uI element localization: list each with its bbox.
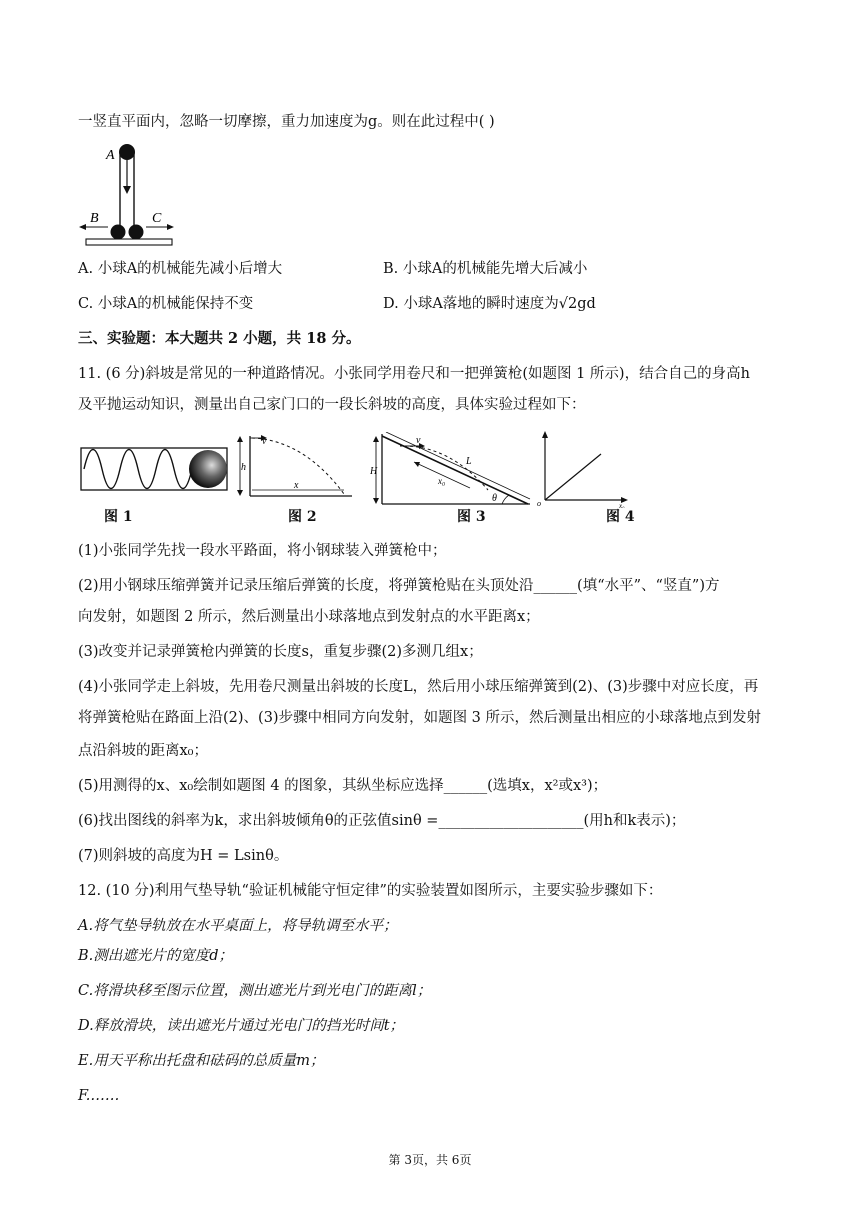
figure-1-spring-gun: [80, 438, 230, 496]
label-c: C: [152, 211, 162, 226]
step-a: A.将气垫导轨放在水平桌面上，将导轨调至水平；: [78, 918, 398, 934]
option-c: C. 小球A的机械能保持不变: [78, 296, 254, 312]
step-6: (6)找出图线的斜率为k，求出斜坡倾角θ的正弦值sinθ =____________________(用h和k表示)；: [78, 813, 686, 829]
fig3-theta-label: θ: [492, 493, 497, 504]
step-e: E.用天平称出托盘和砝码的总质量m；: [78, 1053, 325, 1069]
label-a: A: [106, 148, 115, 163]
step-2-line-1: (2)用小钢球压缩弹簧并记录压缩后弹簧的长度，将弹簧枪贴在头顶处沿______(填“水平”、“竖直”)方: [78, 578, 720, 594]
option-b: B. 小球A的机械能先增大后减小: [383, 261, 588, 277]
option-d: D. 小球A落地的瞬时速度为√2gd: [383, 296, 596, 312]
figure-4-graph: [535, 428, 635, 508]
question-10-text-end: 一竖直平面内，忽略一切摩擦，重力加速度为g。则在此过程中( ): [78, 114, 495, 130]
question-11-line-2: 及平抛运动知识，测量出自己家门口的一段长斜坡的高度，具体实验过程如下：: [78, 397, 586, 413]
fig2-x-label: x: [294, 480, 299, 491]
question-11-line-1: 11. (6 分)斜坡是常见的一种道路情况。小张同学用卷尺和一把弹簧枪(如题图 1 所示)，结合自己的身高h: [78, 366, 750, 382]
step-4-line-3: 点沿斜坡的距离x₀；: [78, 743, 208, 759]
step-5: (5)用测得的x、x₀绘制如题图 4 的图象，其纵坐标应选择______(选填x，x²或x³)；: [78, 778, 608, 794]
step-1: (1)小张同学先找一段水平路面，将小钢球装入弹簧枪中；: [78, 543, 447, 559]
figure-1-caption: 图 1: [104, 509, 133, 525]
step-b: B.测出遮光片的宽度d；: [78, 948, 234, 964]
fig4-origin-label: o: [537, 499, 541, 508]
fig3-h-label: H: [370, 466, 378, 477]
question-10-figure: [76, 140, 180, 248]
step-4-line-1: (4)小张同学走上斜坡，先用卷尺测量出斜坡的长度L，然后用小球压缩弹簧到(2)、(3)步骤中对应长度，再: [78, 679, 759, 695]
question-12-text: 12. (10 分)利用气垫导轨“验证机械能守恒定律”的实验装置如图所示，主要实验步骤如下：: [78, 883, 663, 899]
fig3-v-label: v: [416, 435, 421, 446]
figure-4-caption: 图 4: [606, 509, 635, 525]
fig3-x0-label: x₀: [438, 476, 446, 486]
step-3: (3)改变并记录弹簧枪内弹簧的长度s，重复步骤(2)多测几组x；: [78, 644, 483, 660]
fig3-l-label: L: [466, 456, 472, 467]
option-a: A. 小球A的机械能先减小后增大: [78, 261, 283, 277]
figure-3-slope: [370, 432, 535, 508]
step-2-line-2: 向发射，如题图 2 所示，然后测量出小球落地点到发射点的水平距离x；: [78, 609, 540, 625]
fig2-v-label: v: [262, 436, 267, 447]
figure-3-caption: 图 3: [457, 509, 486, 525]
section-3-heading: 三、实验题：本大题共 2 小题，共 18 分。: [78, 330, 361, 347]
label-b: B: [90, 211, 99, 226]
step-c: C.将滑块移至图示位置，测出遮光片到光电门的距离l；: [78, 983, 432, 999]
page-footer: 第 3页，共 6页: [388, 1153, 472, 1167]
fig2-h-label: h: [241, 462, 246, 473]
step-d: D.释放滑块，读出遮光片通过光电门的挡光时间t；: [78, 1018, 405, 1034]
step-7: (7)则斜坡的高度为H = Lsinθ。: [78, 848, 289, 864]
figure-2-caption: 图 2: [288, 509, 317, 525]
step-4-line-2: 将弹簧枪贴在路面上沿(2)、(3)步骤中相同方向发射，如题图 3 所示，然后测量出相应的小球落地点到发射: [78, 710, 762, 726]
figure-2-horizontal-projection: [234, 432, 354, 500]
fig4-x0-label: x₀: [619, 502, 625, 508]
step-f: F.……: [78, 1088, 120, 1104]
